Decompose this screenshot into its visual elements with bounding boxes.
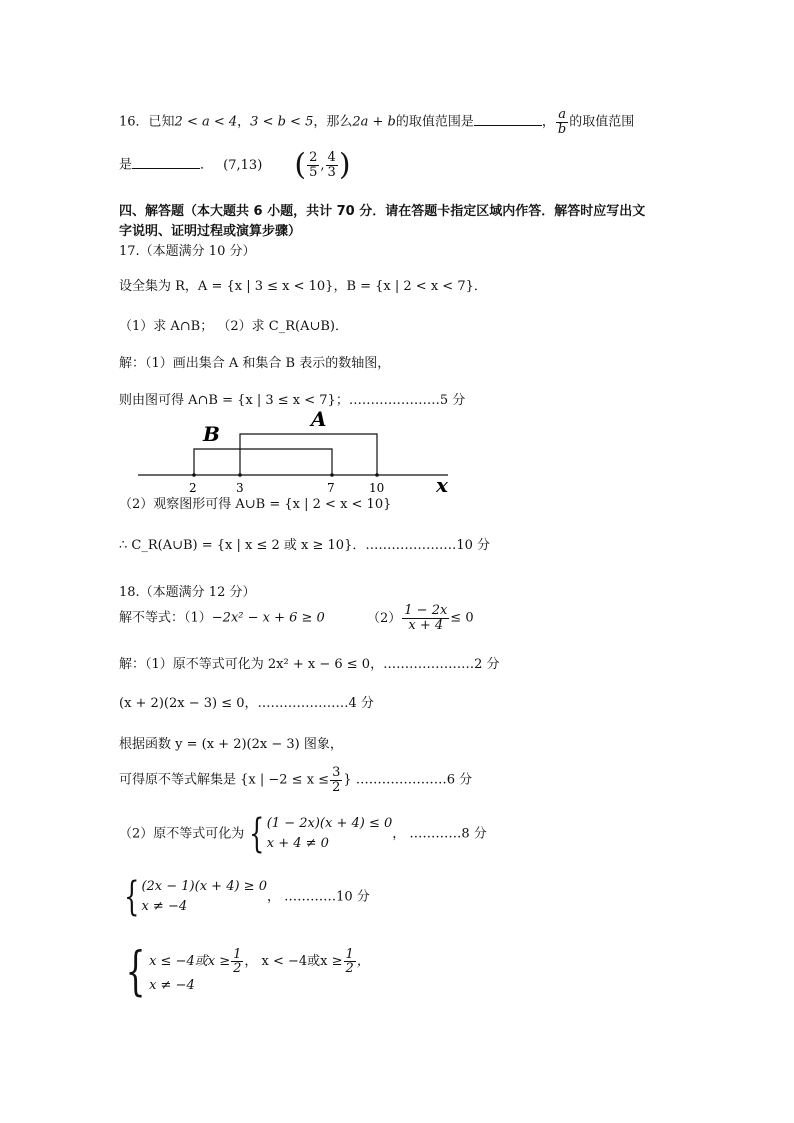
- q16-expr: 2a + b: [352, 114, 396, 130]
- tick-10: 10: [369, 481, 385, 495]
- q18-step6-tail: ， …………10 分: [266, 889, 370, 905]
- label-A: A: [311, 408, 327, 431]
- q16-answer2: ( $\frac{2}{5}$ , $\frac{4}{3}$ ): [294, 147, 351, 182]
- bracket-A: [240, 434, 377, 475]
- point-7: [330, 473, 334, 477]
- q18-step6: { (2x − 1)(x + 4) ≥ 0 x ≠ −4 ， …………10 分: [124, 874, 370, 921]
- point-3: [238, 473, 242, 477]
- q18-step4: [119, 766, 472, 794]
- q17-given: 设全集为 R，A = {x | 3 ≤ x < 10}，B = {x | 2 < x < 7}．: [119, 279, 487, 294]
- q18-step3: 根据函数 y = (x + 2)(2x − 3) 图象，: [119, 737, 343, 752]
- q17-ask: （1）求 A∩B； （2）求 C_R(A∪B)．: [119, 319, 348, 334]
- q16-cond1: 2 < a < 4: [174, 114, 238, 130]
- q18-step5-tail: ， …………8 分: [392, 826, 487, 842]
- q17-title: 17.（本题满分 10 分）: [119, 244, 256, 259]
- tick-3: 3: [236, 481, 244, 495]
- q18-step4-fraction: $\frac{3}{2}$: [332, 765, 341, 795]
- q18-step4-prefix: 可得原不等式解集是 {x | −2 ≤ x ≤: [119, 772, 330, 788]
- q16-answer1: (7,13): [223, 157, 263, 173]
- q17-sol3: （2）观察图形可得 A∪B = {x | 2 < x < 10}: [119, 497, 392, 512]
- section4-heading-line1: 四、解答题（本大题共 6 小题，共计 70 分．请在答题卡指定区域内作答．解答时应写出文: [119, 204, 646, 219]
- q16-mid1: ，那么: [313, 114, 353, 130]
- q18-ask-prefix: 解不等式：（1）: [119, 610, 212, 626]
- q16-line2: [119, 147, 351, 182]
- q16-line1: 16．已知2 < a < 4，3 < b < 5，那么2a + b的取值范围是 ， $\frac{a}{b}$ 的取值范围: [119, 107, 635, 137]
- q17-sol4: ∴ C_R(A∪B) = {x | x ≤ 2 或 x ≥ 10}．…………………10 分: [119, 538, 491, 553]
- q16-fraction: $\frac{a}{b}$: [557, 107, 567, 137]
- q18-step5: （2）原不等式可化为 { (1 − 2x)(x + 4) ≤ 0 x + 4 ≠ 0 ， …………8 分: [119, 811, 487, 858]
- q18-ask1: −2x² − x + 6 ≥ 0: [211, 610, 325, 626]
- q17-sol2: 则由图可得 A∩B = {x | 3 ≤ x < 7}；…………………5 分: [119, 393, 466, 408]
- q18-step2: (x + 2)(2x − 3) ≤ 0，…………………4 分: [119, 696, 374, 711]
- point-10: [375, 473, 379, 477]
- q18-ask2-prefix: （2）: [366, 610, 402, 626]
- tick-7: 7: [327, 481, 335, 495]
- q18-step5-system: (1 − 2x)(x + 4) ≤ 0 x + 4 ≠ 0: [266, 816, 393, 852]
- q18-title: 18.（本题满分 12 分）: [119, 585, 256, 600]
- tick-2: 2: [189, 481, 197, 495]
- bracket-B: [194, 449, 332, 475]
- q18-step5-prefix: （2）原不等式可化为: [119, 826, 245, 842]
- q16-blank1[interactable]: [474, 125, 542, 126]
- q16-line2-tail: ．: [200, 157, 214, 173]
- q16-blank2[interactable]: [132, 168, 200, 169]
- q18-ask: [119, 604, 474, 632]
- q18-step6-system: (2x − 1)(x + 4) ≥ 0 x ≠ −4: [141, 879, 267, 915]
- q16-tail: 的取值范围: [569, 114, 635, 130]
- axis-label-x: x: [436, 473, 448, 497]
- q16-line2-prefix: 是: [119, 157, 133, 173]
- q16-mid2: 的取值范围是: [395, 114, 474, 130]
- number-line-diagram: [130, 408, 460, 500]
- q18-step7: { x ≤ −4或x ≥ $\frac{1}{2}$ ， x < −4或x ≥ $\frac{1}{2}$ ， x ≠ −4: [125, 942, 370, 1002]
- q18-step1: 解：（1）原不等式可化为 2x² + x − 6 ≤ 0，…………………2 分: [119, 657, 500, 672]
- q17-sol1: 解：（1）画出集合 A 和集合 B 表示的数轴图，: [119, 356, 391, 371]
- q18-ask2-fraction: $\frac{1 - 2x}{x + 4}$: [404, 603, 448, 633]
- section4-heading-line2: 字说明、证明过程或演算步骤）: [119, 224, 302, 239]
- q16-cond2: 3 < b < 5: [250, 114, 314, 130]
- q18-ask2-tail: ≤ 0: [450, 610, 474, 626]
- q18-step4-tail: } …………………6 分: [343, 772, 473, 788]
- q18-step7-system: x ≤ −4或x ≥ $\frac{1}{2}$ ， x < −4或x ≥ $\frac{1}{2}$ ， x ≠ −4: [149, 946, 370, 994]
- q16-prefix: 16．已知: [119, 114, 175, 130]
- label-B: B: [203, 422, 220, 446]
- point-2: [192, 473, 196, 477]
